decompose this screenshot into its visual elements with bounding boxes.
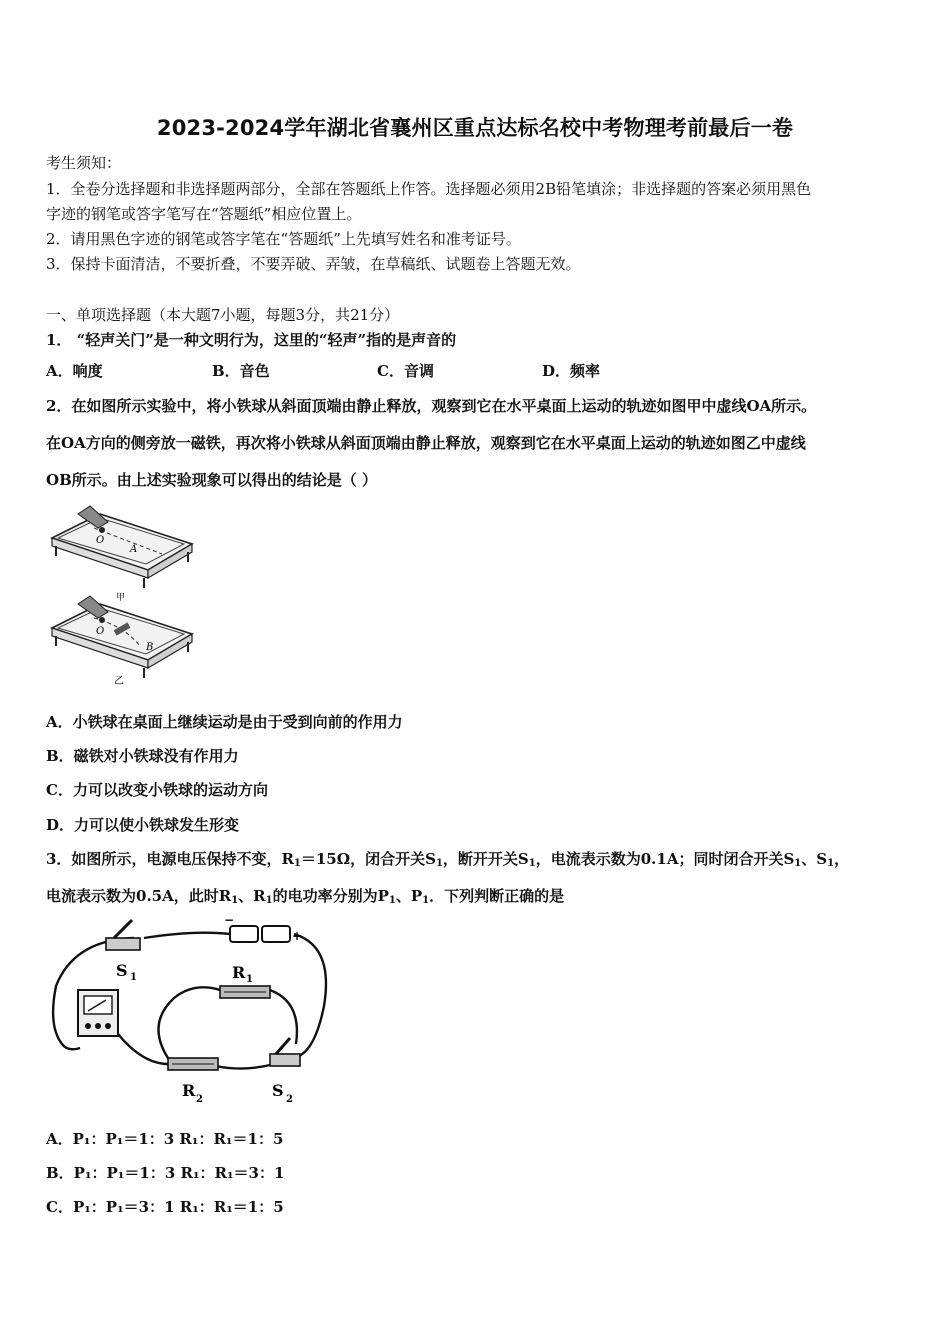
q3-stem-line-2: 电流表示数为0.5A，此时$R_1$、$R_1$的电功率分别为$P_1$、$P_1$．下列判断正确的是 — [46, 887, 565, 906]
q2-stem-line-3: OB所示。由上述实验现象可以得出的结论是（ ） — [46, 471, 377, 489]
switch-s1-icon — [106, 920, 140, 983]
notice-item-1-line-2: 字迹的钢笔或答字笔写在“答题纸”相应位置上。 — [46, 205, 362, 223]
q3-stem-line-1: 3．如图所示，电源电压保持不变，$R_1=15\Omega$，闭合开关$S_1$，断开开关$S_1$，电流表示数为0.1A；同时闭合开关$S_1$、$S_1$， — [46, 850, 850, 869]
label-a: A — [130, 544, 138, 555]
q3-option-b: B．P₁：P₁＝1：3 R₁：R₁＝3：1 — [46, 1164, 285, 1182]
q2-figure — [44, 500, 204, 690]
notice-item-2: 2．请用黑色字迹的钢笔或答字笔在“答题纸”上先填写姓名和准考证号。 — [46, 230, 521, 248]
q2-option-a: A．小铁球在桌面上继续运动是由于受到向前的作用力 — [46, 713, 403, 731]
label-s1: S — [116, 961, 128, 980]
q1-stem: 1． “轻声关门”是一种文明行为，这里的“轻声”指的是声音的 — [46, 331, 457, 349]
q2-option-c: C．力可以改变小铁球的运动方向 — [46, 781, 268, 799]
notice-item-1-line-1: 1．全卷分选择题和非选择题两部分，全部在答题纸上作答。选择题必须用2B铅笔填涂；非选择题的答案必须用黑色 — [46, 180, 812, 198]
label-yi: 乙 — [114, 676, 124, 687]
label-r1: R — [232, 963, 246, 982]
label-jia: 甲 — [116, 593, 126, 603]
label-o-jia: O — [96, 535, 105, 546]
label-r2-sub: 2 — [196, 1094, 203, 1105]
label-r2: R — [182, 1081, 196, 1100]
label-s2-sub: 2 — [286, 1094, 293, 1105]
table-yi-diagram — [52, 596, 192, 687]
q1-option-d: D．频率 — [542, 362, 601, 380]
label-o-yi: O — [96, 626, 105, 637]
q1-option-a: A．响度 — [46, 362, 103, 380]
q2-option-b: B．磁铁对小铁球没有作用力 — [46, 747, 239, 765]
battery-minus-label: − — [224, 916, 235, 927]
label-r1-sub: 1 — [246, 974, 253, 985]
q3-option-a: A．P₁：P₁＝1：3 R₁：R₁＝1：5 — [46, 1130, 284, 1148]
q2-stem-line-1: 2．在如图所示实验中，将小铁球从斜面顶端由静止释放，观察到它在水平桌面上运动的轨迹如图甲中虚线OA所示。 — [46, 397, 817, 415]
ammeter-icon — [78, 990, 118, 1036]
q2-option-d: D．力可以使小铁球发生形变 — [46, 816, 240, 834]
notice-heading: 考生须知： — [46, 154, 122, 172]
q1-option-b: B．音色 — [212, 362, 270, 380]
q1-option-c: C．音调 — [377, 362, 434, 380]
label-b: B — [146, 642, 154, 653]
switch-s2-icon — [270, 1038, 300, 1105]
label-s1-sub: 1 — [130, 972, 137, 983]
battery-icon — [224, 916, 302, 943]
table-jia-diagram — [52, 506, 192, 603]
q2-stem-line-2: 在OA方向的侧旁放一磁铁，再次将小铁球从斜面顶端由静止释放，观察到它在水平桌面上运动的轨迹如图乙中虚线 — [46, 434, 806, 452]
resistor-r1-icon — [220, 963, 270, 998]
notice-item-3: 3．保持卡面清洁，不要折叠，不要弄破、弄皱，在草稿纸、试题卷上答题无效。 — [46, 255, 581, 273]
page-title: 2023-2024学年湖北省襄州区重点达标名校中考物理考前最后一卷 — [156, 116, 794, 140]
section-heading: 一、单项选择题（本大题7小题，每题3分，共21分） — [46, 306, 400, 324]
q3-option-c: C．P₁：P₁＝3：1 R₁：R₁＝1：5 — [46, 1198, 284, 1216]
battery-plus-label: + — [292, 929, 303, 943]
label-s2: S — [272, 1081, 284, 1100]
q3-circuit-figure — [44, 916, 334, 1112]
resistor-r2-icon — [168, 1058, 218, 1105]
